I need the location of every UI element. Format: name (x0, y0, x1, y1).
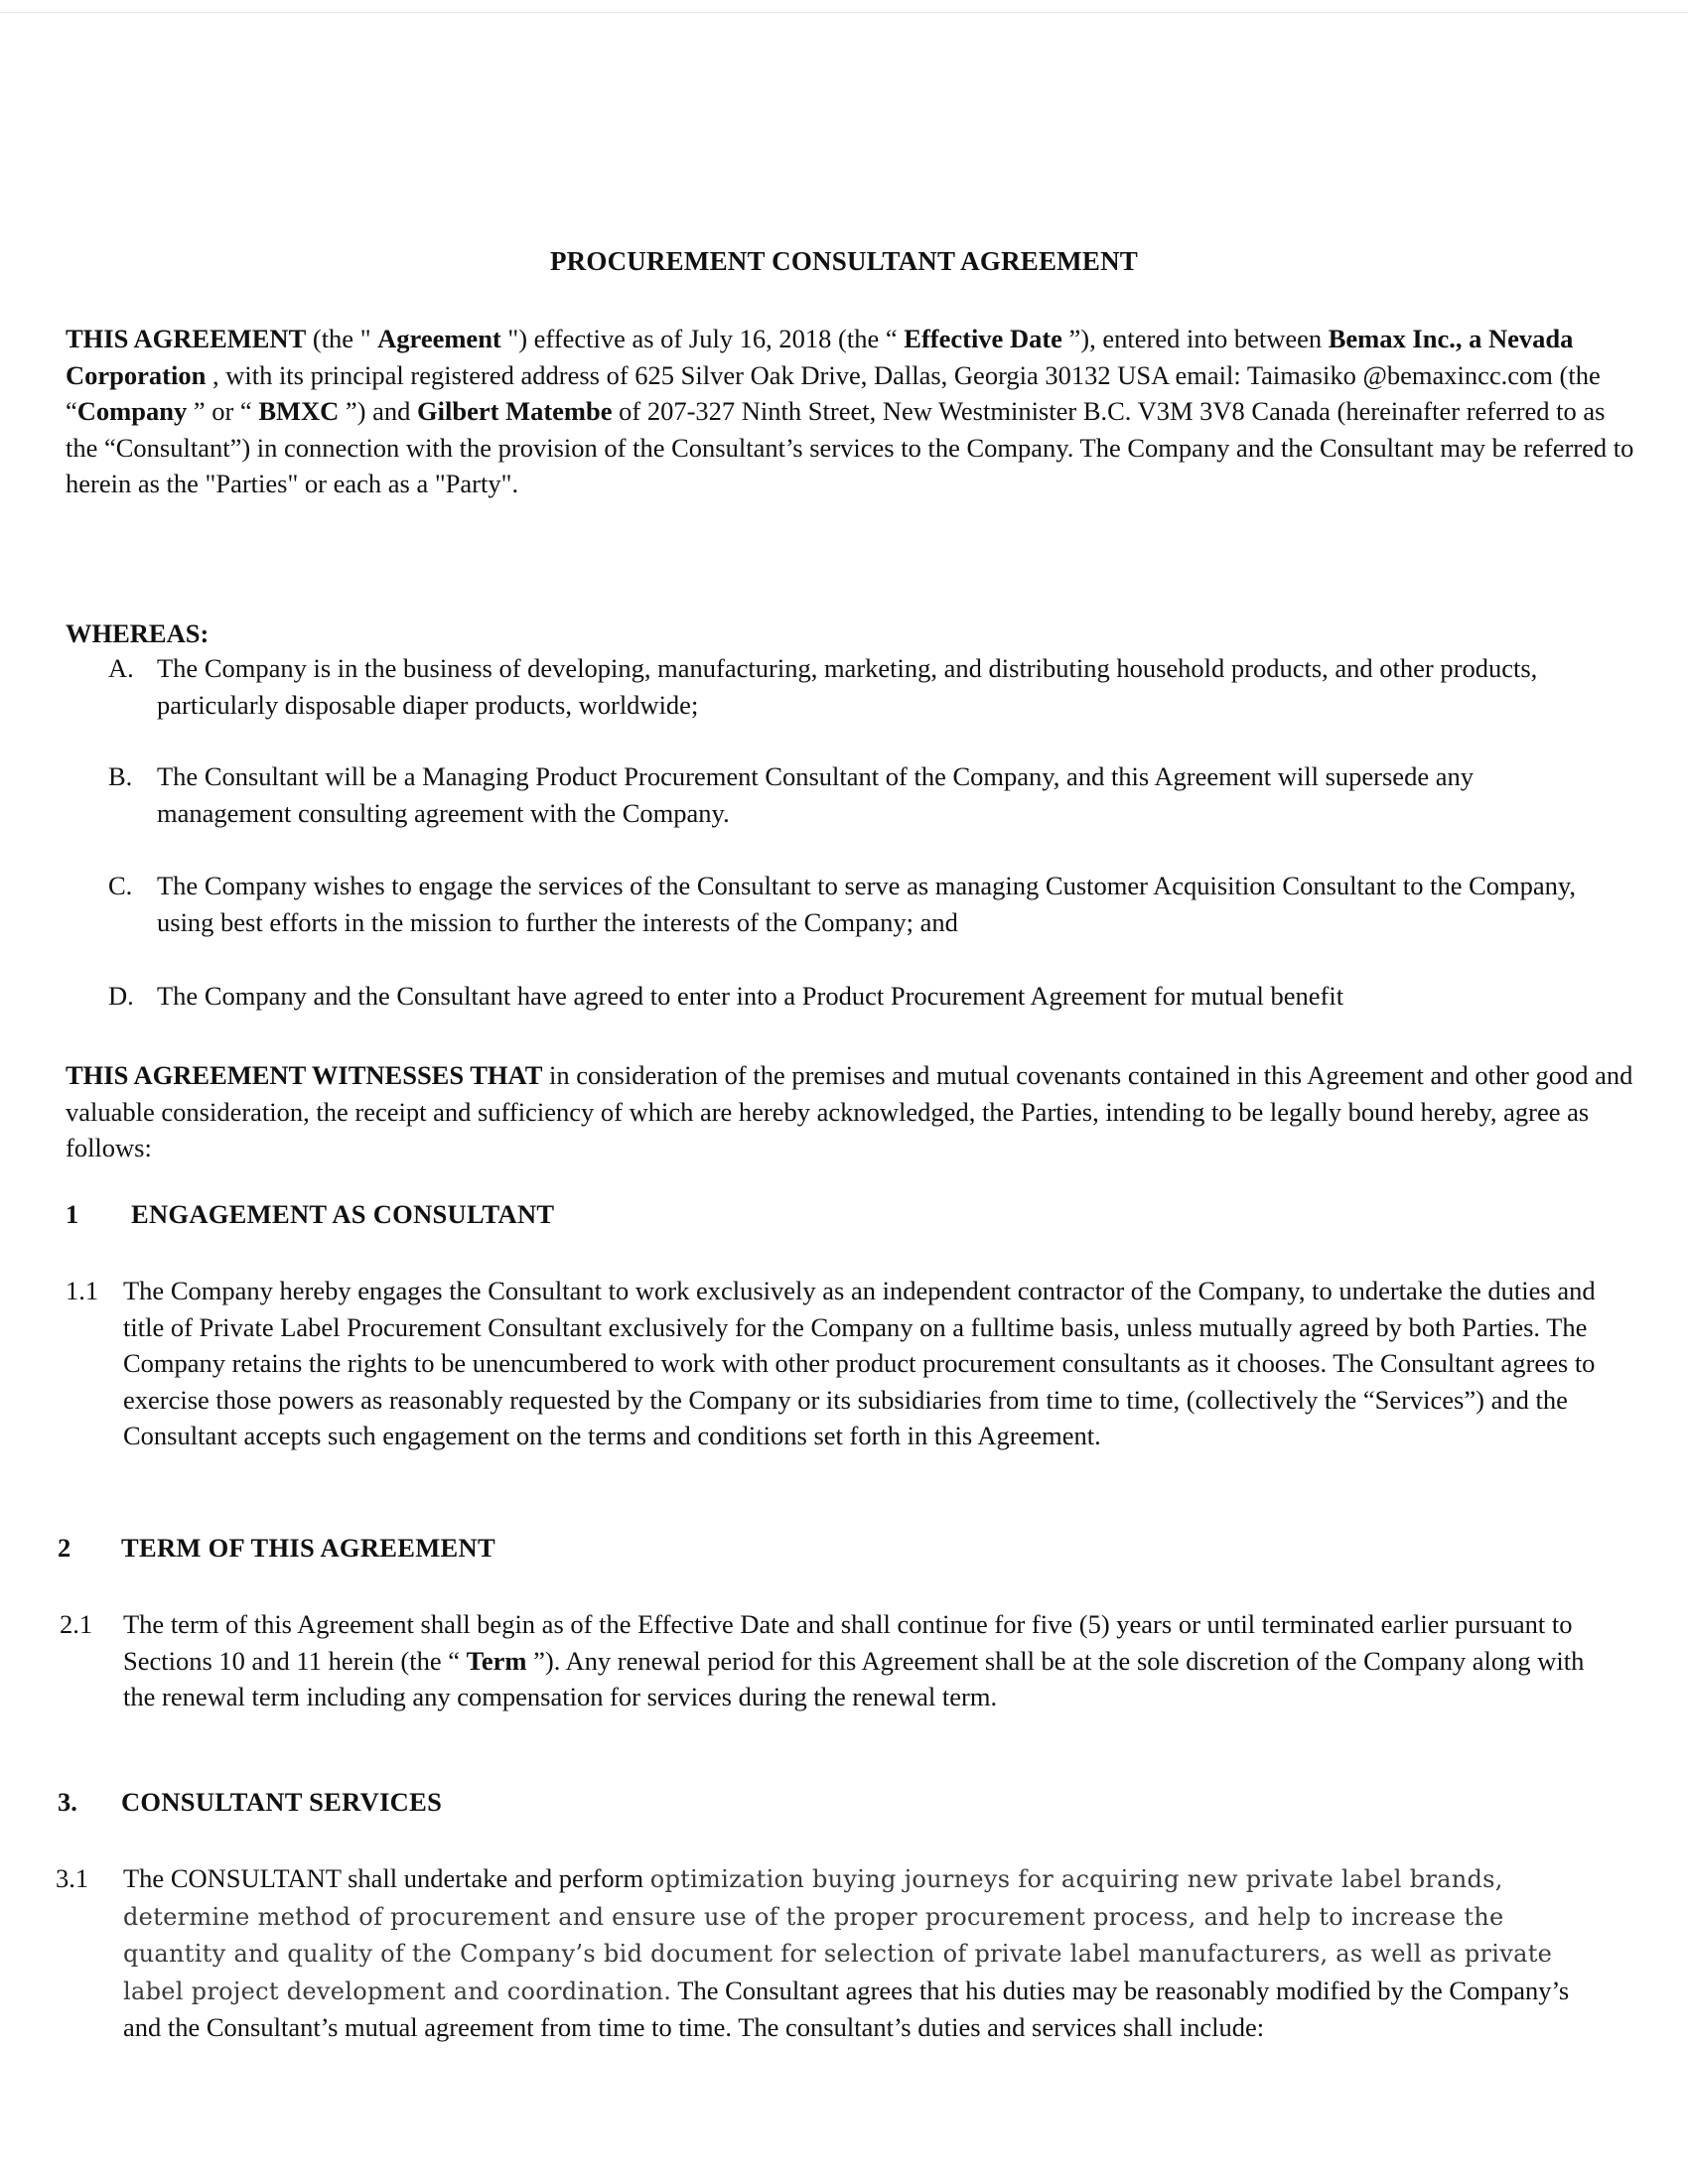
clause-text-part: ”). Any renewal period for this Agreement shall be at the sole discretion of the Company along with the renewal term including any compensation for services during the renewal term. (123, 1645, 1585, 1711)
witnesses-text: in consideration of the premises and mutual covenants contained in this Agreement and other good and valuable consideration, the receipt and sufficiency of which are hereby acknowledged, the Parties, intending to be legally bound hereby, agree as follows: (66, 1060, 1633, 1162)
intro-text: ”) and (339, 396, 418, 426)
section-title: TERM OF THIS AGREEMENT (121, 1533, 495, 1563)
intro-text: of 207-327 Ninth Street, New Westminister B.C. V3M 3V8 Canada (hereinafter referred to as the “Consultant”) in connection with the provision of the Consultant’s services to the Company. The Company and the Consultant may be referred to herein as the "Parties" or each as a "Party". (66, 396, 1634, 498)
intro-paragraph (66, 321, 1634, 502)
intro-text: , with its principal registered address of 625 Silver Oak Drive, Dallas, Georgia 30132 USA email: Taimasiko @bemaxincc.com (the “ (66, 359, 1601, 426)
intro-text: ”), entered into between (1061, 324, 1329, 353)
consultant-name: Gilbert Matembe (417, 396, 613, 426)
effective-date-term: Effective Date (904, 324, 1062, 353)
recital-text: The Company is in the business of developing, manufacturing, marketing, and distributing household products, and other products, particularly disposable diaper products, worldwide; (157, 653, 1538, 720)
company-name: Bemax Inc., a Nevada Corporation (66, 324, 1574, 390)
clause-number: 3.1 (56, 1863, 89, 1893)
term-term: Term (466, 1645, 527, 1676)
intro-text: ” or “ (187, 396, 259, 426)
section-title: CONSULTANT SERVICES (121, 1787, 443, 1817)
bmxc-term: BMXC (258, 396, 340, 426)
clause-number: 2.1 (60, 1609, 93, 1639)
recital-letter: A. (108, 653, 134, 683)
clause-number: 1.1 (66, 1276, 99, 1305)
recital-letter: C. (108, 871, 133, 900)
agreement-term: Agreement (377, 324, 501, 353)
whereas-heading: WHEREAS: (66, 618, 210, 648)
recital-letter: D. (108, 981, 134, 1011)
clause-text-light: optimization buying journeys for acquiring new private label brands, determine method of procurement and ensure use of the proper procurement process, and help to increase the quantity and quality of the Company’s bid document for selection of private label manufacturers, as well as private label project development and coordination. (123, 1865, 1553, 2005)
recital-text: The Company and the Consultant have agreed to enter into a Product Procurement Agreement for mutual benefit (157, 981, 1344, 1011)
recital-text: The Company wishes to engage the services of the Consultant to serve as managing Customer Acquisition Consultant to the Company, using best efforts in the mission to further the interests of the Company; and (157, 871, 1577, 937)
witnesses-paragraph (66, 1057, 1634, 1166)
section-number: 3. (58, 1787, 77, 1817)
section-title: ENGAGEMENT AS CONSULTANT (131, 1199, 555, 1229)
clause-text-part: The CONSULTANT shall undertake and perform (123, 1863, 650, 1893)
document-title: PROCUREMENT CONSULTANT AGREEMENT (549, 246, 1138, 276)
clause-text (123, 1860, 1603, 2046)
clause-text (123, 1606, 1613, 1715)
company-term: Company (76, 396, 188, 426)
clause-text-part: The Consultant agrees that his duties may be reasonably modified by the Company’s and the Consultant’s mutual agreement from time to time. The consultant’s duties and services shall include: (123, 1975, 1570, 2042)
intro-text: ") effective as of July 16, 2018 (the “ (500, 324, 905, 353)
clause-text: The Company hereby engages the Consultant to work exclusively as an independent contractor of the Company, to undertake the duties and title of Private Label Procurement Consultant exclusively for the Company on a fulltime basis, unless mutually agreed by both Parties. The Company retains the rights to be unencumbered to work with other product procurement consultants as it chooses. The Consultant agrees to exercise those powers as reasonably requested by the Company or its subsidiaries from time to time, (collectively the “Services”) and the Consultant accepts such engagement on the terms and conditions set forth in this Agreement. (123, 1276, 1596, 1450)
witnesses-lead: THIS AGREEMENT WITNESSES THAT (66, 1060, 543, 1090)
section-number: 1 (66, 1199, 79, 1229)
clause-text-part: The term of this Agreement shall begin as of the Effective Date and shall continue for five (5) years or until terminated earlier pursuant to Sections 10 and 11 herein (the “ (123, 1609, 1573, 1676)
recital-letter: B. (108, 761, 133, 791)
scan-edge-line (0, 12, 1688, 13)
intro-lead: THIS AGREEMENT (66, 324, 307, 353)
intro-text: (the " (306, 324, 378, 353)
recital-text: The Consultant will be a Managing Product Procurement Consultant of the Company, and this Agreement will supersede any management consulting agreement with the Company. (157, 761, 1474, 828)
section-number: 2 (58, 1533, 71, 1563)
